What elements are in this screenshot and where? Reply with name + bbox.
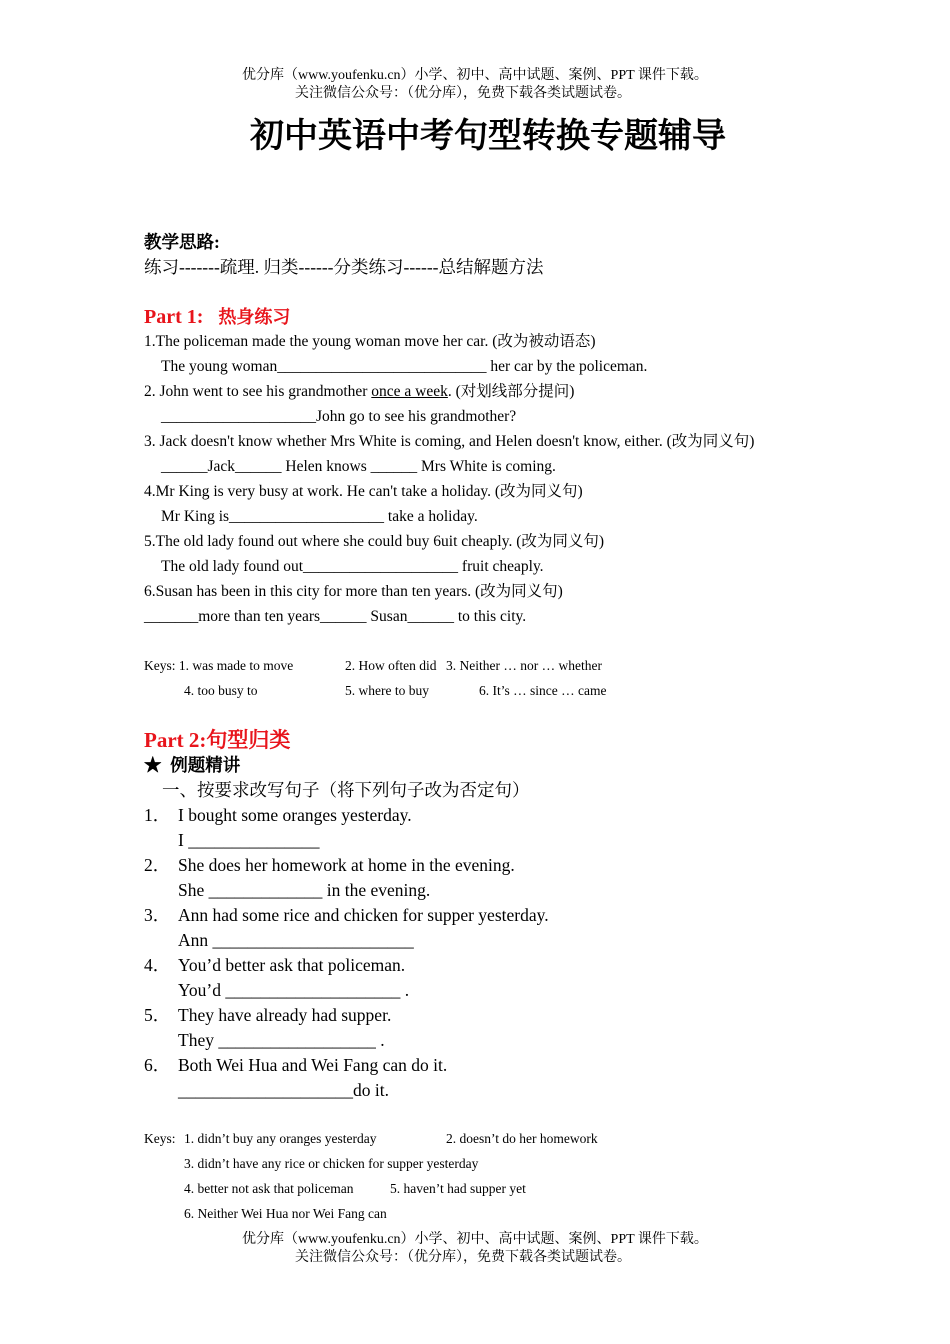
- star-icon: ★: [144, 755, 162, 775]
- part2-label: Part 2:: [144, 728, 207, 752]
- exercise-question-text: Ann had some rice and chicken for supper yesterday.: [178, 905, 549, 925]
- exercise-question: [144, 1054, 447, 1076]
- part1-q4: 4.Mr King is very busy at work. He can't take a holiday. (改为同义句): [144, 483, 583, 500]
- teaching-label: 教学思路:: [144, 232, 220, 252]
- exercise-question: [144, 904, 549, 926]
- exercise-question-text: They have already had supper.: [178, 1005, 392, 1025]
- part1-key-5: 5. where to buy: [345, 683, 429, 698]
- part1-heading: [144, 305, 290, 329]
- part1-title: 热身练习: [218, 307, 291, 327]
- header-line-1: 优分库（www.youfenku.cn）小学、初中、高中试题、案例、PPT 课件下载。: [242, 68, 708, 83]
- part2-sub: 例题精讲: [170, 755, 241, 775]
- header-line-2: 关注微信公众号：（优分库），免费下载各类试题试卷。: [295, 86, 631, 101]
- exercise-number: 5．: [144, 1005, 171, 1025]
- teaching-steps: 练习-------疏理. 归类------分类练习------总结解题方法: [144, 257, 544, 277]
- exercise-question-text: You’d better ask that policeman.: [178, 955, 406, 975]
- part2-key-4: 4. better not ask that policeman: [184, 1181, 354, 1196]
- part2-key-1: 1. didn’t buy any oranges yesterday: [184, 1131, 377, 1146]
- part2-key-5: 5. haven’t had supper yet: [390, 1181, 526, 1196]
- part1-q2: [144, 382, 574, 402]
- part2-key-2: 2. doesn’t do her homework: [446, 1131, 598, 1146]
- part1-a3: ______Jack______ Helen knows ______ Mrs White is coming.: [161, 458, 556, 475]
- exercise-number: 6．: [144, 1055, 171, 1075]
- exercise-answer-line: They __________________ .: [178, 1030, 385, 1050]
- exercise-question-text: She does her homework at home in the evening.: [178, 855, 515, 875]
- exercise-question: [144, 954, 405, 976]
- part1-q6: 6.Susan has been in this city for more than ten years. (改为同义句): [144, 583, 563, 600]
- part1-key-6: 6. It’s … since … came: [479, 683, 607, 698]
- part2-title: 句型归类: [206, 728, 291, 752]
- exercise-number: 3．: [144, 905, 171, 925]
- part1-q5: 5.The old lady found out where she could buy 6uit cheaply. (改为同义句): [144, 533, 605, 550]
- part1-q3: 3. Jack doesn't know whether Mrs White is coming, and Helen doesn't know, either. (改为同义句): [144, 433, 755, 450]
- part1-q1: 1.The policeman made the young woman move her car. (改为被动语态): [144, 333, 596, 350]
- part2-instruction: 一、按要求改写句子（将下列句子改为否定句）: [162, 780, 530, 800]
- exercise-question: [144, 804, 412, 826]
- part1-key-2: 2. How often did: [345, 658, 437, 673]
- footer-line-2: 关注微信公众号：（优分库），免费下载各类试题试卷。: [295, 1250, 631, 1265]
- part1-key-1: Keys: 1. was made to move: [144, 658, 294, 673]
- part1-label: Part 1:: [144, 306, 204, 328]
- exercise-question: [144, 854, 515, 876]
- part1-key-3: 3. Neither … nor … whether: [446, 658, 602, 673]
- q2-text-pre: 2. John went to see his grandmother: [144, 383, 372, 400]
- part2-keys-label: Keys:: [144, 1131, 176, 1146]
- part2-key-3: 3. didn’t have any rice or chicken for supper yesterday: [184, 1156, 479, 1171]
- q2-underlined: once a week: [371, 383, 448, 400]
- part1-a4: Mr King is____________________ take a holiday.: [161, 508, 478, 525]
- part1-a5: The old lady found out____________________ fruit cheaply.: [161, 558, 544, 575]
- part2-key-6: 6. Neither Wei Hua nor Wei Fang can: [184, 1206, 387, 1221]
- exercise-number: 2．: [144, 855, 171, 875]
- exercise-question: [144, 1004, 391, 1026]
- part1-key-4: 4. too busy to: [184, 683, 258, 698]
- exercise-answer-line: She _____________ in the evening.: [178, 880, 431, 900]
- part2-heading: [144, 727, 290, 753]
- part2-subheading: [144, 754, 240, 776]
- exercise-answer-line: ____________________do it.: [178, 1080, 389, 1100]
- exercise-answer-line: I _______________: [178, 830, 320, 850]
- footer-line-1: 优分库（www.youfenku.cn）小学、初中、高中试题、案例、PPT 课件下载。: [242, 1232, 708, 1247]
- exercise-number: 1．: [144, 805, 171, 825]
- part1-a1: The young woman___________________________ her car by the policeman.: [161, 358, 648, 375]
- part1-a6: _______more than ten years______ Susan______ to this city.: [144, 608, 527, 625]
- exercise-answer-line: You’d ____________________ .: [178, 980, 410, 1000]
- exercise-question-text: I bought some oranges yesterday.: [178, 805, 412, 825]
- part1-a2: ____________________John go to see his grandmother?: [161, 408, 517, 425]
- exercise-question-text: Both Wei Hua and Wei Fang can do it.: [178, 1055, 448, 1075]
- exercise-number: 4．: [144, 955, 171, 975]
- q2-text-post: . (对划线部分提问): [447, 383, 575, 400]
- page-title: 初中英语中考句型转换专题辅导: [250, 116, 726, 156]
- exercise-answer-line: Ann _______________________: [178, 930, 414, 950]
